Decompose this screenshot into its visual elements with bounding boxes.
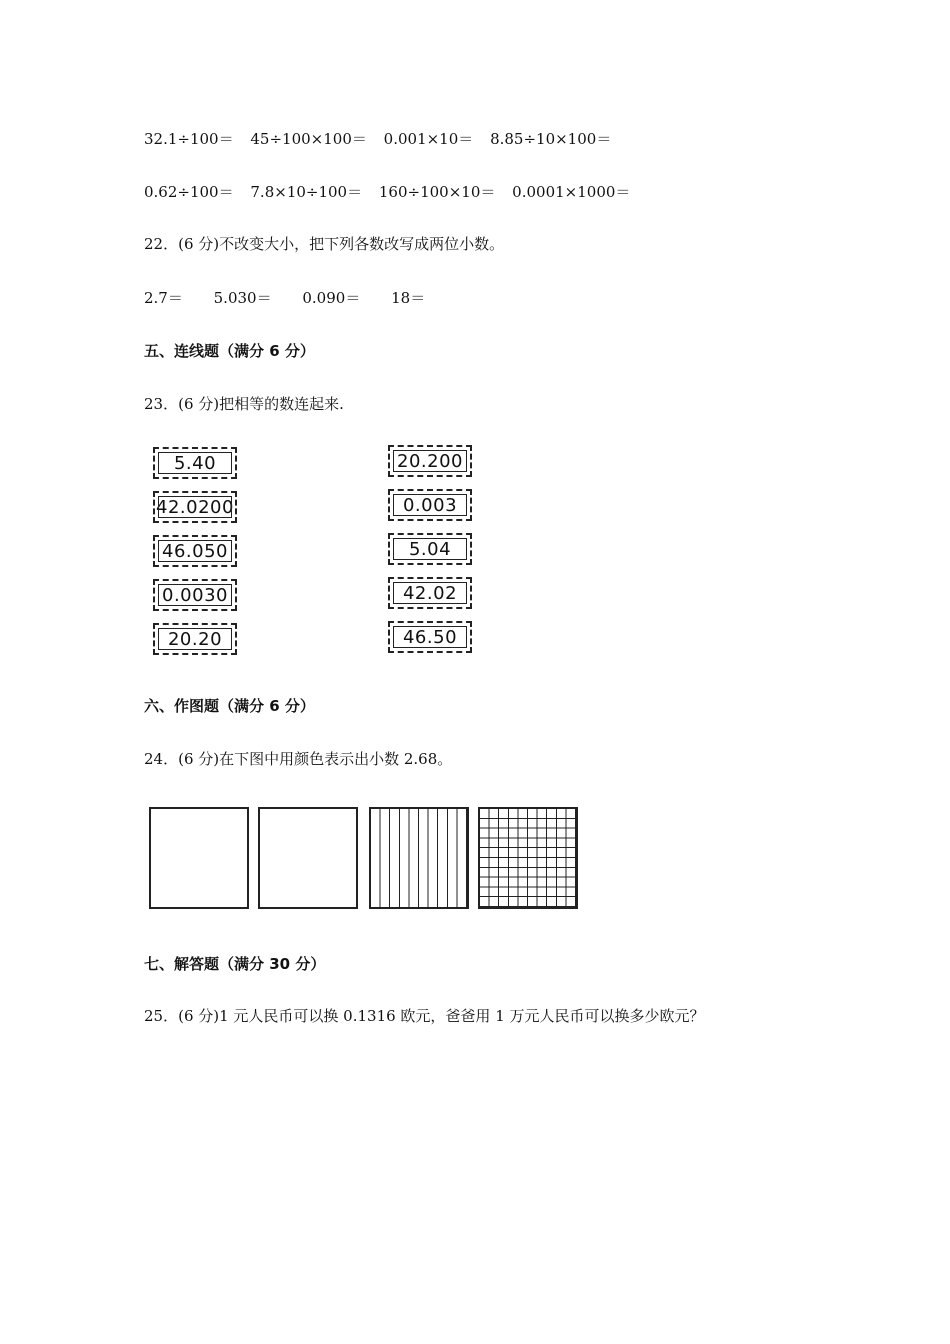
section-7-title: 七、解答题（满分 30 分） bbox=[144, 955, 326, 973]
q22-item: 18＝ bbox=[391, 289, 426, 307]
match-left-box[interactable]: 42.0200 bbox=[153, 491, 237, 523]
calc-item: 7.8×10÷100＝ bbox=[250, 183, 363, 201]
q22-item: 0.090＝ bbox=[302, 289, 361, 307]
unit-square-2[interactable] bbox=[258, 807, 358, 909]
calc-row-2 bbox=[144, 181, 642, 202]
q22-item: 5.030＝ bbox=[213, 289, 272, 307]
match-right-box[interactable]: 42.02 bbox=[388, 577, 472, 609]
q22-items bbox=[144, 287, 437, 308]
tenths-square[interactable] bbox=[369, 807, 469, 909]
match-right-box[interactable]: 20.200 bbox=[388, 445, 472, 477]
calc-item: 0.62÷100＝ bbox=[144, 183, 234, 201]
match-right-box[interactable]: 5.04 bbox=[388, 533, 472, 565]
q22-item: 2.7＝ bbox=[144, 289, 183, 307]
match-left-box[interactable]: 0.0030 bbox=[153, 579, 237, 611]
hundredths-grid[interactable] bbox=[478, 807, 578, 909]
section-5-title: 五、连线题（满分 6 分） bbox=[144, 342, 315, 360]
calc-item: 8.85÷10×100＝ bbox=[490, 130, 612, 148]
unit-square-1[interactable] bbox=[149, 807, 249, 909]
question-25: 25．(6 分)1 元人民币可以换 0.1316 欧元，爸爸用 1 万元人民币可以换多少欧元？ bbox=[144, 1007, 705, 1025]
match-right-box[interactable]: 46.50 bbox=[388, 621, 472, 653]
calc-item: 0.0001×1000＝ bbox=[512, 183, 631, 201]
question-24: 24．(6 分)在下图中用颜色表示出小数 2.68。 bbox=[144, 750, 453, 768]
match-left-box[interactable]: 46.050 bbox=[153, 535, 237, 567]
calc-item: 0.001×10＝ bbox=[383, 130, 474, 148]
question-22: 22．(6 分)不改变大小，把下列各数改写成两位小数。 bbox=[144, 235, 505, 253]
calc-item: 160÷100×10＝ bbox=[378, 183, 496, 201]
calc-item: 32.1÷100＝ bbox=[144, 130, 234, 148]
section-6-title: 六、作图题（满分 6 分） bbox=[144, 697, 315, 715]
match-left-box[interactable]: 20.20 bbox=[153, 623, 237, 655]
calc-row-1 bbox=[144, 128, 623, 149]
question-23: 23．(6 分)把相等的数连起来. bbox=[144, 395, 344, 413]
calc-item: 45÷100×100＝ bbox=[250, 130, 367, 148]
match-left-box[interactable]: 5.40 bbox=[153, 447, 237, 479]
match-right-box[interactable]: 0.003 bbox=[388, 489, 472, 521]
